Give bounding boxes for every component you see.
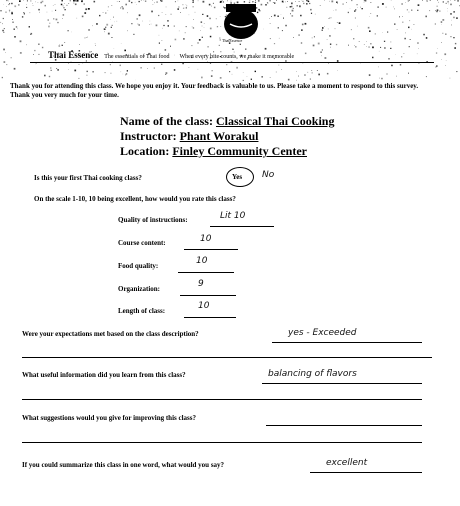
location-value: Finley Community Center — [172, 144, 307, 158]
yes-option[interactable]: Yes — [232, 173, 243, 181]
instructor-label: Instructor: — [120, 129, 177, 143]
answer-line — [262, 383, 422, 384]
no-option[interactable]: No — [262, 170, 275, 180]
learned-answer[interactable]: balancing of flavors — [268, 369, 357, 379]
answer-line — [22, 357, 432, 358]
tagline: The essentials of Thai food — [104, 54, 170, 60]
class-name-label: Name of the class: — [120, 114, 213, 128]
class-name — [120, 114, 334, 129]
rating-value[interactable]: 10 — [196, 256, 208, 266]
answer-line — [310, 472, 422, 473]
tagline-secondary: When every bite counts, we make it memorable — [179, 54, 295, 60]
rating-label: Food quality: — [118, 262, 159, 270]
rating-label: Course content: — [118, 239, 166, 247]
rating-label: Length of class: — [118, 307, 166, 315]
rating-line — [184, 249, 238, 250]
header-divider — [30, 62, 434, 63]
rating-label: Organization: — [118, 285, 160, 293]
first-class-question: Is this your first Thai cooking class? — [34, 174, 142, 182]
answer-line — [266, 425, 422, 426]
rating-line — [180, 295, 236, 296]
rating-line — [210, 226, 274, 227]
rating-line — [184, 317, 236, 318]
summary-question: If you could summarize this class in one word, what would you say? — [22, 461, 225, 469]
class-name-value: Classical Thai Cooking — [215, 114, 335, 128]
instructor — [120, 129, 258, 144]
rating-value[interactable]: 10 — [200, 234, 212, 244]
rating-value[interactable]: Lit 10 — [220, 211, 246, 221]
location — [120, 144, 307, 159]
rating-label: Quality of instructions: — [118, 216, 188, 224]
expectations-answer[interactable]: yes - Exceeded — [288, 328, 357, 338]
rating-value[interactable]: 9 — [198, 279, 204, 289]
answer-line — [272, 342, 422, 343]
logo-text: ThaiEssence — [222, 38, 243, 43]
rating-value[interactable]: 10 — [198, 301, 210, 311]
brand-name: Thai Essence — [48, 50, 99, 60]
header — [48, 50, 294, 60]
intro-text: Thank you for attending this class. We hope you enjoy it. Your feedback is valuable to us. Please take a moment to respond to this survey. Thank you very much for your time. — [10, 82, 419, 99]
expectations-question: Were your expectations met based on the class description? — [22, 330, 199, 338]
suggestions-question: What suggestions would you give for improving this class? — [22, 414, 196, 422]
answer-line — [22, 442, 422, 443]
learned-question: What useful information did you learn from this class? — [22, 371, 186, 379]
summary-answer[interactable]: excellent — [326, 458, 368, 468]
scale-question: On the scale 1-10, 10 being excellent, how would you rate this class? — [34, 195, 236, 203]
instructor-value: Phant Worakul — [179, 129, 259, 143]
location-label: Location: — [120, 144, 170, 158]
answer-line — [22, 399, 422, 400]
rating-line — [178, 272, 234, 273]
